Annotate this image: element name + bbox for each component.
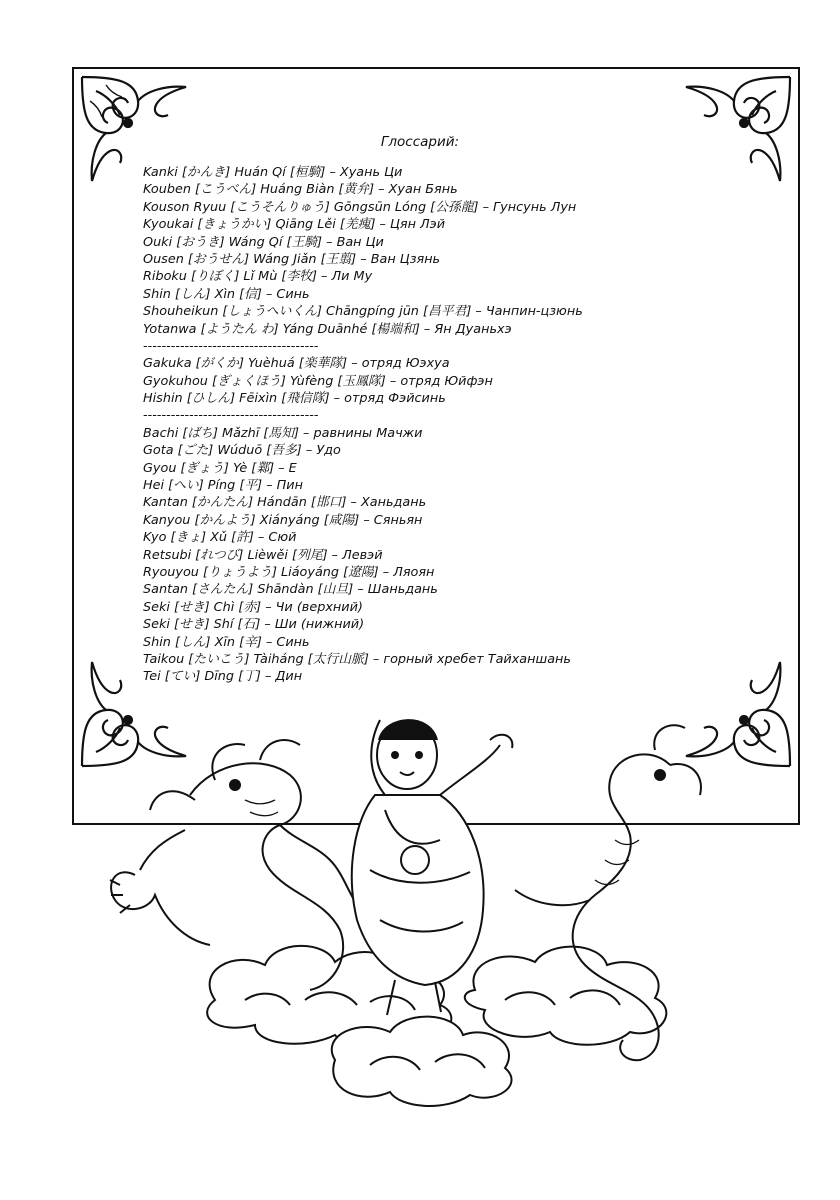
glossary-entry: Gyou [ぎょう] Yè [鄴] – Е <box>143 460 297 476</box>
glossary-entry: Kanki [かんき] Huán Qí [桓騎] – Хуань Ци <box>143 165 403 180</box>
glossary-entry: Shin [しん] Xīn [辛] – Синь <box>143 634 310 650</box>
glossary-entry: Kantan [かんたん] Hándān [邯口] – Ханьдань <box>143 495 427 511</box>
glossary-entry: Gyokuhou [ぎょくほう] Yùfèng [玉鳳隊] – отряд Юйфэн <box>143 373 493 389</box>
glossary-entry: Santan [さんたん] Shāndàn [山旦] – Шаньдань <box>143 582 438 598</box>
glossary-entry: Seki [せき] Shí [石] – Ши (нижний) <box>143 617 365 633</box>
glossary-entry: Ousen [おうせん] Wáng Jiǎn [王翦] – Ван Цзянь <box>143 251 441 267</box>
glossary-entry: Ryouyou [りょうよう] Liáoyáng [遼陽] – Ляоян <box>143 564 435 580</box>
glossary-entry: Gota [ごた] Wúduō [吾多] – Удо <box>143 443 341 459</box>
glossary-entry: Ouki [おうき] Wáng Qí [王騎] – Ван Ци <box>143 234 384 250</box>
glossary-entry: Tei [てい] Dīng [丁] – Дин <box>143 669 303 685</box>
glossary-entry: Gakuka [がくか] Yuèhuá [楽華隊] – отряд Юэхуа <box>143 356 450 372</box>
glossary-entry: Hishin [ひしん] Fēixìn [飛信隊] – отряд Фэйсинь <box>143 391 446 407</box>
glossary-list <box>143 164 703 686</box>
glossary-entry: Yotanwa [ようたん わ] Yáng Duānhé [楊端和] – Ян Дуаньхэ <box>143 321 512 337</box>
glossary-separator: -------------------------------------- <box>143 408 319 424</box>
glossary-entry: Riboku [りぼく] Lǐ Mù [李牧] – Ли Му <box>143 269 373 285</box>
glossary-entry: Kyo [きょ] Xǔ [許] – Сюй <box>143 530 297 546</box>
glossary-entry: Bachi [ばち] Mǎzhī [馬知] – равнины Мачжи <box>143 425 423 441</box>
glossary-entry: Seki [せき] Chì [赤] – Чи (верхний) <box>143 599 363 615</box>
glossary-entry: Shouheikun [しょうへいくん] Chāngpíng jūn [昌平君] – Чанпин-цзюнь <box>143 304 583 320</box>
dragon-illustration-icon <box>95 700 755 1120</box>
glossary-entry: Hei [へい] Píng [平] – Пин <box>143 478 303 494</box>
glossary-entry: Kouben [こうべん] Huáng Biàn [黄弁] – Хуан Бянь <box>143 182 458 198</box>
glossary-separator: -------------------------------------- <box>143 338 319 354</box>
glossary-entry: Kanyou [かんよう] Xiányáng [咸陽] – Сяньян <box>143 512 423 528</box>
glossary-entry: Retsubi [れつび] Lièwěi [列尾] – Левэй <box>143 547 383 563</box>
glossary-entry: Kouson Ryuu [こうそんりゅう] Gōngsūn Lóng [公孫龍] – Гунсунь Лун <box>143 199 577 215</box>
glossary-title: Глоссарий: <box>380 134 460 150</box>
glossary-entry: Shin [しん] Xìn [信] – Синь <box>143 286 310 302</box>
glossary-entry: Kyoukai [きょうかい] Qiāng Lěi [羌瘣] – Цян Лэй <box>143 217 446 233</box>
glossary-entry: Taikou [たいこう] Tàiháng [太行山脈] – горный хребет Тайханшань <box>143 651 571 667</box>
